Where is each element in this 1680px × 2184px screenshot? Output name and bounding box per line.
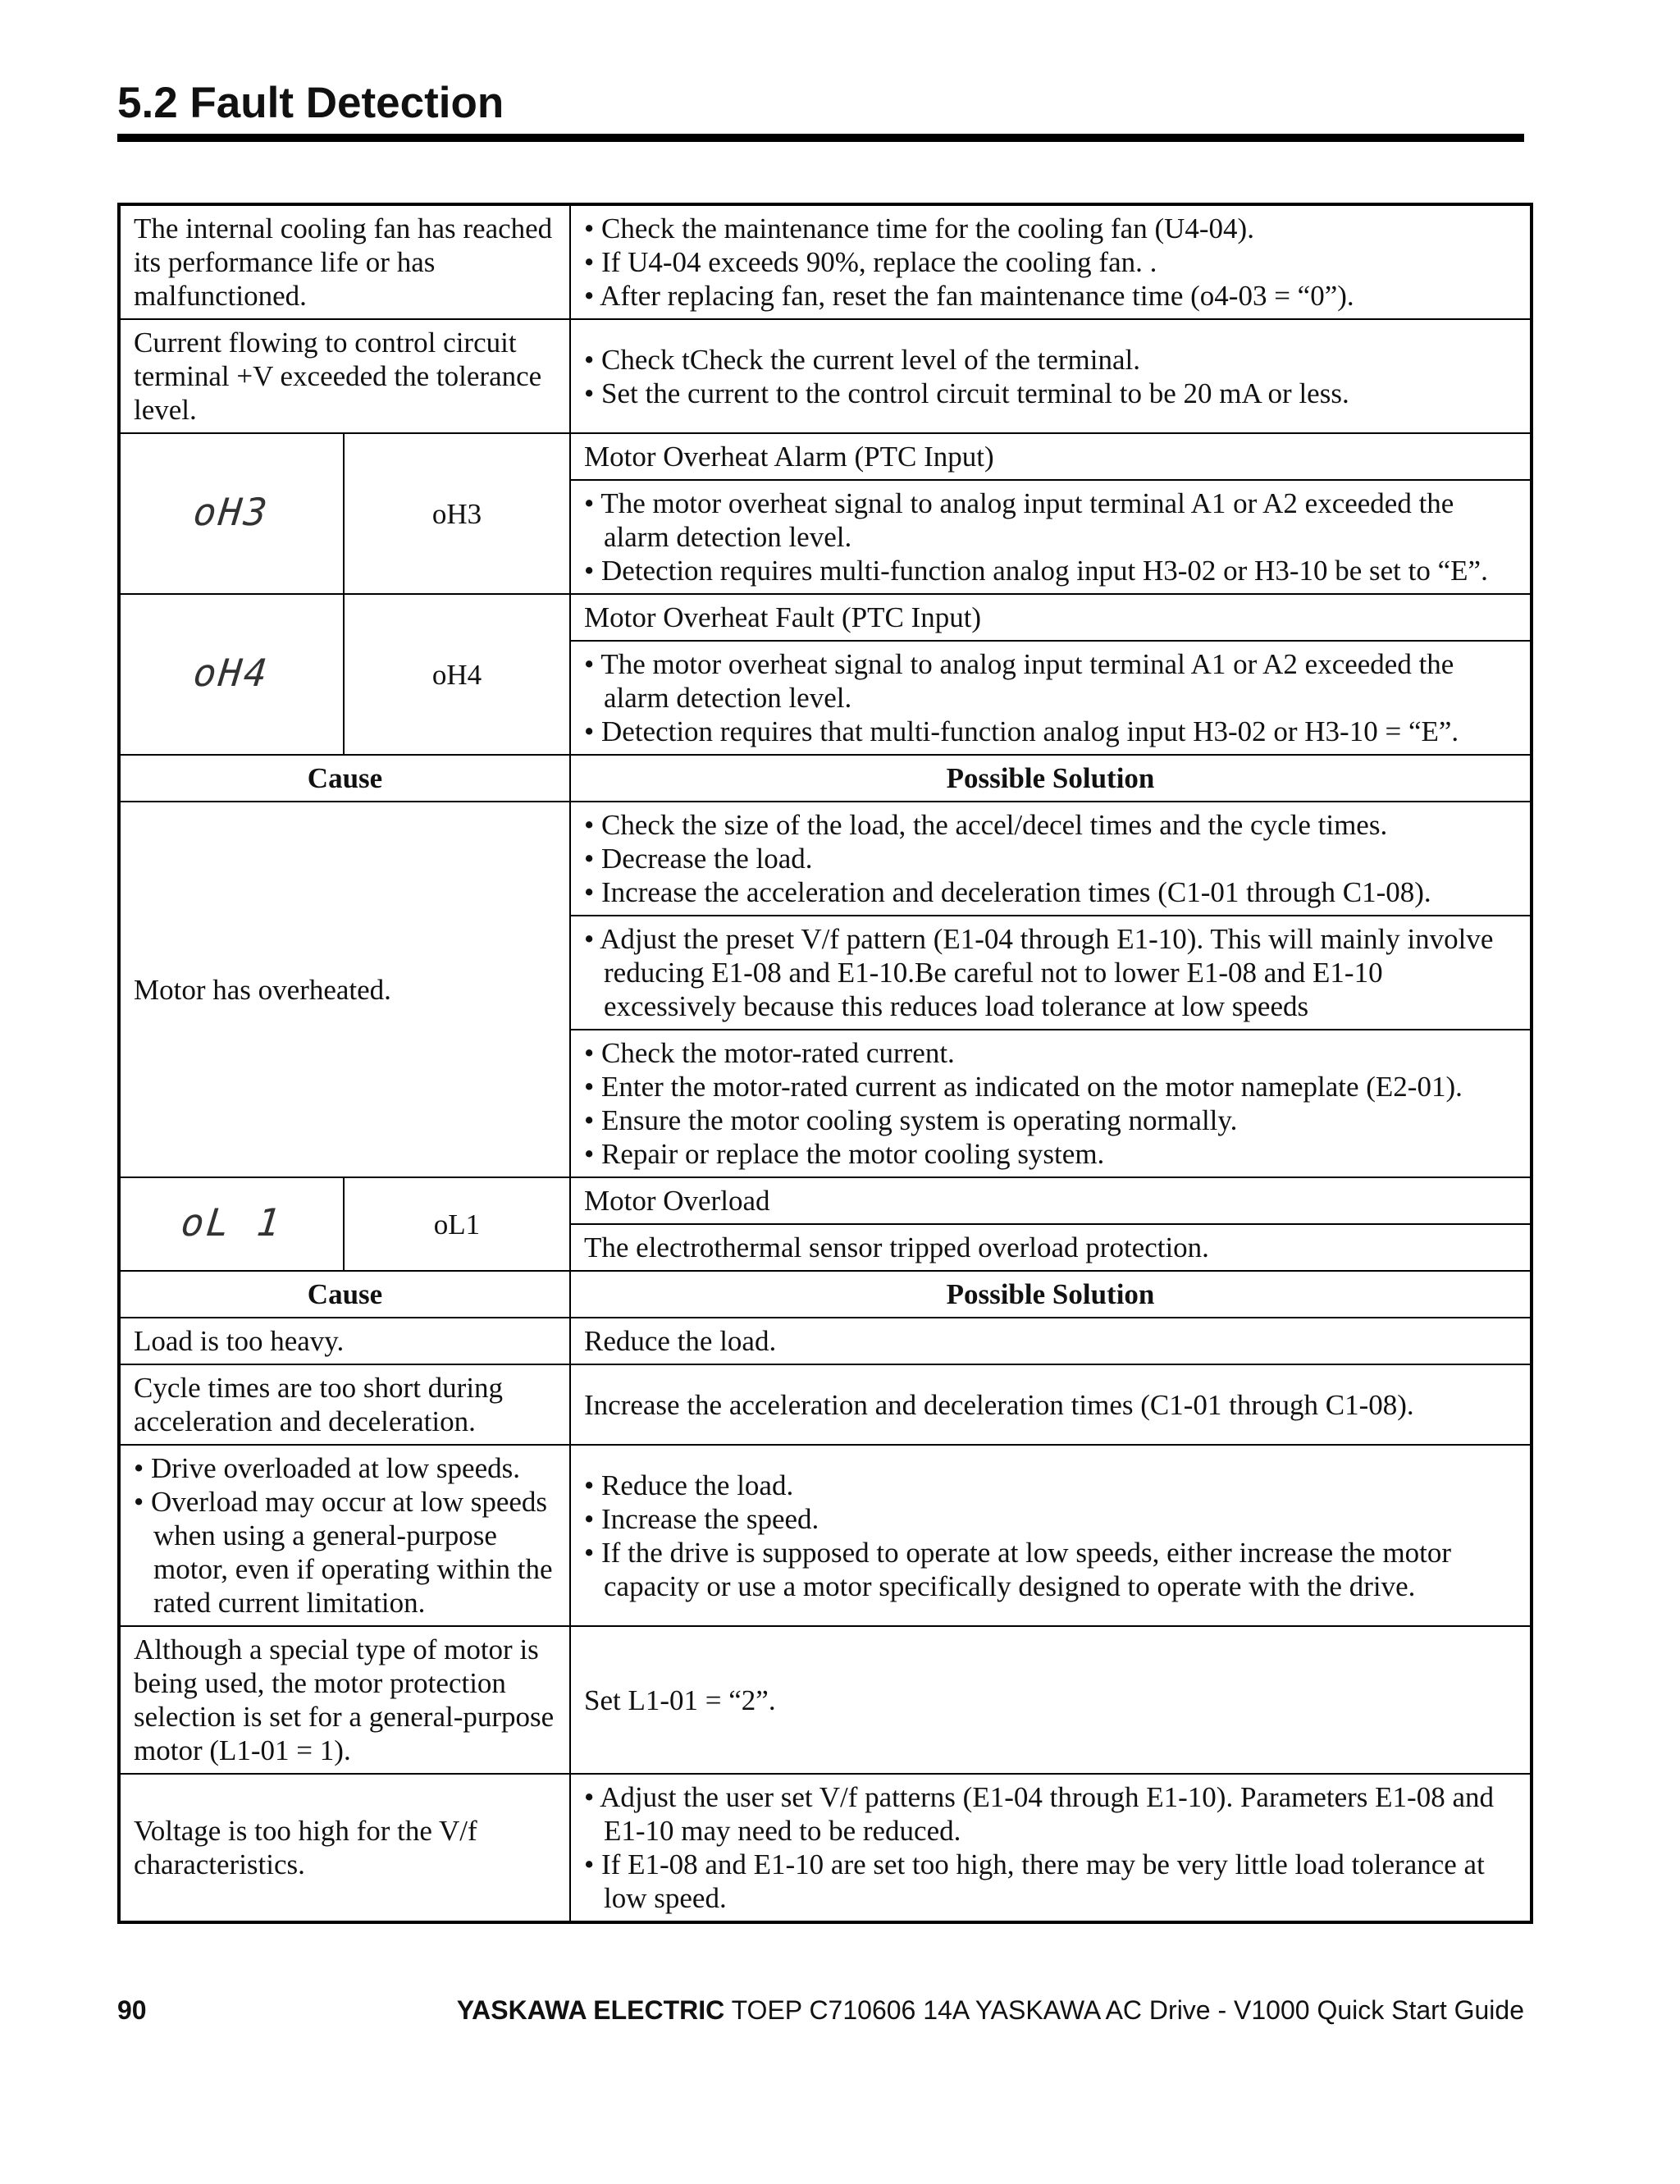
fault-code-cell: oH4 bbox=[344, 594, 570, 755]
solution-cell bbox=[570, 1445, 1532, 1626]
solution-item: • Set the current to the control circuit terminal to be 20 mA or less. bbox=[584, 377, 1349, 409]
solution-item: • Check tCheck the current level of the terminal. bbox=[584, 343, 1140, 376]
table-row bbox=[119, 1445, 1532, 1626]
fault-desc-cell bbox=[570, 480, 1532, 594]
cause-header: Cause bbox=[119, 1271, 570, 1318]
header-rule bbox=[117, 134, 1524, 142]
solution-item: • Check the size of the load, the accel/decel times and the cycle times. bbox=[584, 809, 1388, 841]
cause-cell: Cycle times are too short during acceleration and deceleration. bbox=[119, 1364, 570, 1445]
fault-row-oh3 bbox=[119, 433, 1532, 480]
table-row bbox=[119, 204, 1532, 319]
footer-reference bbox=[457, 1992, 1524, 2028]
lcd-display-oh3: oH3 bbox=[191, 489, 272, 534]
solution-item: • Repair or replace the motor cooling system. bbox=[584, 1138, 1105, 1170]
solution-header: Possible Solution bbox=[570, 755, 1532, 802]
lcd-display-cell bbox=[119, 594, 344, 755]
solution-item: • Check the motor-rated current. bbox=[584, 1037, 955, 1069]
solution-cell: Set L1-01 = “2”. bbox=[570, 1626, 1532, 1774]
table-row bbox=[119, 1774, 1532, 1922]
solution-cell bbox=[570, 1774, 1532, 1922]
fault-name-cell: Motor Overheat Alarm (PTC Input) bbox=[570, 433, 1532, 480]
table-header-row bbox=[119, 1271, 1532, 1318]
lcd-display-cell bbox=[119, 1177, 344, 1271]
solution-item: • Decrease the load. bbox=[584, 843, 813, 875]
fault-desc-cell bbox=[570, 641, 1532, 755]
table-row bbox=[119, 1364, 1532, 1445]
solution-item: • After replacing fan, reset the fan maintenance time (o4-03 = “0”). bbox=[584, 280, 1354, 312]
fault-table bbox=[117, 203, 1533, 1924]
page-header bbox=[117, 78, 1524, 142]
cause-item: • Drive overloaded at low speeds. bbox=[134, 1452, 520, 1484]
solution-item: • Reduce the load. bbox=[584, 1469, 794, 1501]
fault-code-cell: oH3 bbox=[344, 433, 570, 594]
solution-cell bbox=[570, 319, 1532, 433]
solution-item: • Adjust the user set V/f patterns (E1-04 through E1-10). Parameters E1-08 and E1-10 may need to be reduced. bbox=[584, 1781, 1494, 1847]
solution-cell: Reduce the load. bbox=[570, 1318, 1532, 1364]
footer-brand: YASKAWA ELECTRIC bbox=[456, 1995, 725, 2025]
cause-item: • Overload may occur at low speeds when using a general-purpose motor, even if operating within the rated current limitation. bbox=[134, 1486, 553, 1619]
desc-item: • The motor overheat signal to analog input terminal A1 or A2 exceeded the alarm detection level. bbox=[584, 648, 1454, 714]
table-row bbox=[119, 802, 1532, 916]
cause-cell: Load is too heavy. bbox=[119, 1318, 570, 1364]
lcd-display-cell bbox=[119, 433, 344, 594]
solution-item: • Ensure the motor cooling system is operating normally. bbox=[584, 1104, 1238, 1136]
fault-desc-cell: The electrothermal sensor tripped overload protection. bbox=[570, 1224, 1532, 1271]
table-row bbox=[119, 1626, 1532, 1774]
solution-item: • Check the maintenance time for the cooling fan (U4-04). bbox=[584, 212, 1254, 244]
fault-row-oh4 bbox=[119, 594, 1532, 641]
solution-cell: Increase the acceleration and deceleration times (C1-01 through C1-08). bbox=[570, 1364, 1532, 1445]
table-row bbox=[119, 319, 1532, 433]
table-row bbox=[119, 1318, 1532, 1364]
desc-item: • The motor overheat signal to analog input terminal A1 or A2 exceeded the alarm detection level. bbox=[584, 487, 1454, 553]
fault-code-cell: oL1 bbox=[344, 1177, 570, 1271]
solution-header: Possible Solution bbox=[570, 1271, 1532, 1318]
cause-header: Cause bbox=[119, 755, 570, 802]
lcd-display-ol1: oL 1 bbox=[179, 1199, 285, 1245]
fault-name-cell: Motor Overheat Fault (PTC Input) bbox=[570, 594, 1532, 641]
cause-cell: The internal cooling fan has reached its performance life or has malfunctioned. bbox=[119, 204, 570, 319]
fault-name-cell: Motor Overload bbox=[570, 1177, 1532, 1224]
solution-cell bbox=[570, 1030, 1532, 1177]
cause-cell: Current flowing to control circuit terminal +V exceeded the tolerance level. bbox=[119, 319, 570, 433]
section-title: 5.2 Fault Detection bbox=[117, 79, 504, 127]
cause-cell bbox=[119, 1445, 570, 1626]
footer-doc-ref: TOEP C710606 14A YASKAWA AC Drive - V1000 Quick Start Guide bbox=[724, 1995, 1524, 2025]
solution-cell bbox=[570, 204, 1532, 319]
page-footer bbox=[117, 1992, 1524, 2028]
solution-item: • Increase the acceleration and deceleration times (C1-01 through C1-08). bbox=[584, 876, 1431, 908]
desc-item: • Detection requires multi-function analog input H3-02 or H3-10 be set to “E”. bbox=[584, 555, 1488, 587]
solution-item: • Enter the motor-rated current as indicated on the motor nameplate (E2-01). bbox=[584, 1071, 1463, 1103]
solution-item: • Adjust the preset V/f pattern (E1-04 through E1-10). This will mainly involve reducing E1-08 and E1-10.Be careful not to lower E1-08 and E1-10 excessively because this reduces load tolerance at low speeds bbox=[584, 923, 1494, 1022]
solution-item: • If U4-04 exceeds 90%, replace the cooling fan. . bbox=[584, 246, 1157, 278]
solution-item: • Increase the speed. bbox=[584, 1502, 819, 1535]
cause-cell: Motor has overheated. bbox=[119, 802, 570, 1177]
cause-cell: Voltage is too high for the V/f characteristics. bbox=[119, 1774, 570, 1922]
fault-row-ol1 bbox=[119, 1177, 1532, 1224]
lcd-display-oh4: oH4 bbox=[191, 650, 272, 695]
cause-cell: Although a special type of motor is being used, the motor protection selection is set for a general-purpose motor (L1-01 = 1). bbox=[119, 1626, 570, 1774]
solution-item: • If E1-08 and E1-10 are set too high, there may be very little load tolerance at low speed. bbox=[584, 1848, 1485, 1914]
page-number: 90 bbox=[117, 1995, 147, 2025]
desc-item: • Detection requires that multi-function analog input H3-02 or H3-10 = “E”. bbox=[584, 715, 1459, 747]
solution-cell bbox=[570, 802, 1532, 916]
solution-item: • If the drive is supposed to operate at low speeds, either increase the motor capacity or use a motor specifically designed to operate with the drive. bbox=[584, 1536, 1452, 1602]
table-header-row bbox=[119, 755, 1532, 802]
solution-cell bbox=[570, 916, 1532, 1030]
